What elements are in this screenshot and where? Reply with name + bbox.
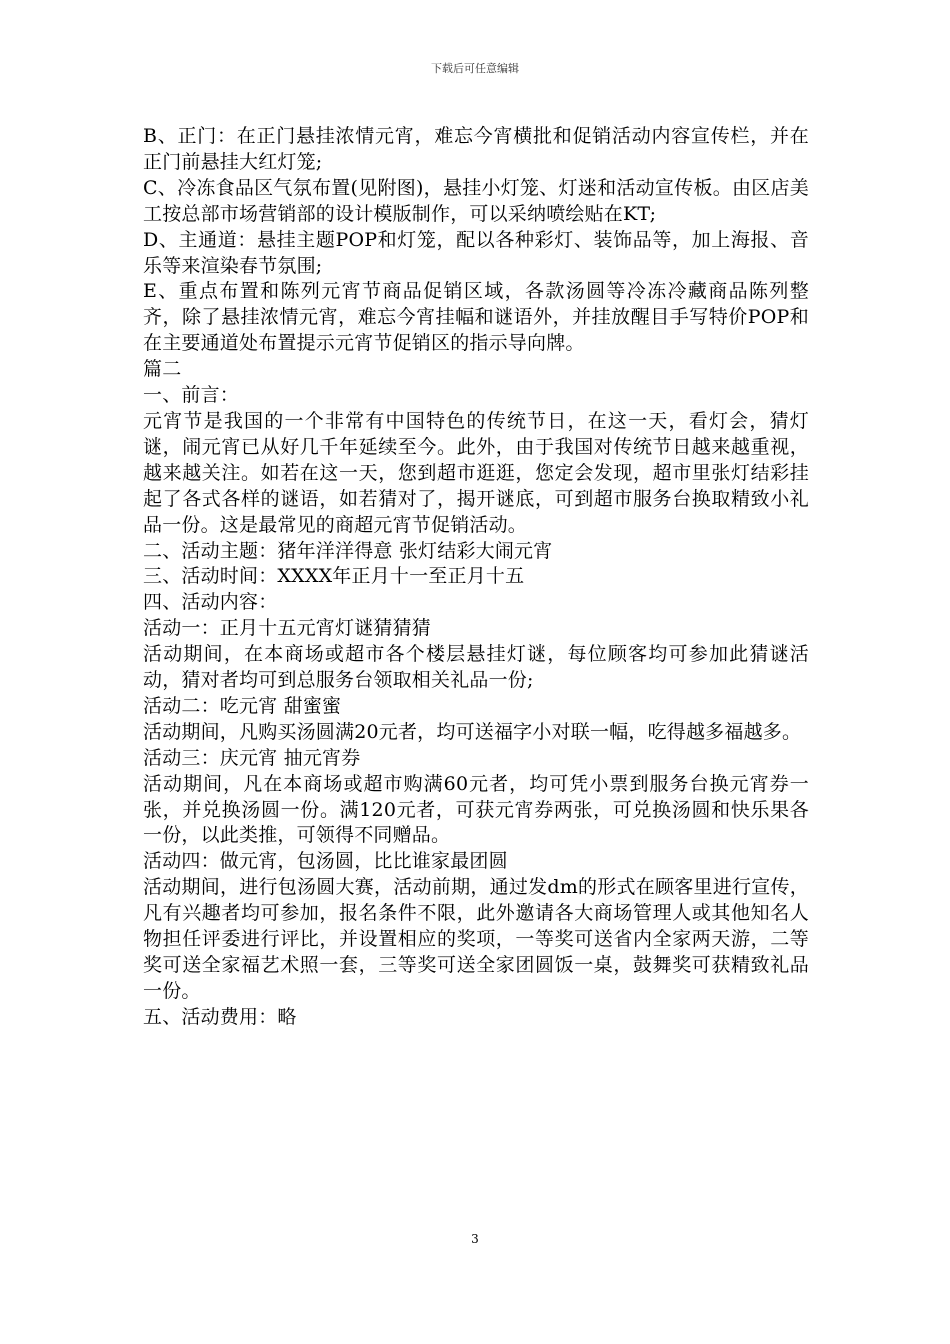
heading-preface: 一、前言： [143, 384, 240, 407]
page-number: 3 [471, 1232, 479, 1246]
activity-two-body: 活动期间，凡购买汤圆满20元者，均可送福字小对联一幅，吃得越多福越多。 [143, 720, 802, 743]
activity-four-title: 活动四：做元宵，包汤圆，比比谁家最团圆 [143, 850, 508, 873]
activity-one-title: 活动一：正月十五元宵灯谜猜猜猜 [143, 617, 432, 640]
activity-four-body: 活动期间，进行包汤圆大赛，活动前期，通过发dm的形式在顾客里进行宣传，凡有兴趣者均可参加，报名条件不限，此外邀请各大商场管理人或其他知名人物担任评委进行评比，并设置相应的奖项，一等奖可送省内全家两天游，二等奖可送全家福艺术照一套，三等奖可送全家团圆饭一桌，鼓舞奖可获精致礼品一份。 [143, 876, 809, 1002]
paragraph-c-frozen-area: C、冷冻食品区气氛布置(见附图)，悬挂小灯笼、灯迷和活动宣传板。由区店美工按总部市场营销部的设计模版制作，可以采纳喷绘贴在KT; [143, 176, 809, 225]
paragraph-e-promo-area: E、重点布置和陈列元宵节商品促销区域，各款汤圆等冷冻冷藏商品陈列整齐，除了悬挂浓情元宵，难忘今宵挂幅和谜语外，并挂放醒目手写特价POP和在主要通道处布置提示元宵节促销区的指示导向牌。 [143, 280, 809, 355]
activity-three-title: 活动三：庆元宵 抽元宵券 [143, 746, 361, 769]
paragraph-d-main-aisle: D、主通道：悬挂主题POP和灯笼，配以各种彩灯、装饰品等，加上海报、音乐等来渲染春节氛围; [143, 228, 809, 277]
activity-two-title: 活动二：吃元宵 甜蜜蜜 [143, 694, 342, 717]
section-heading-part-two: 篇二 [143, 358, 182, 381]
heading-activity-time: 三、活动时间：XXXX年正月十一至正月十五 [143, 565, 525, 588]
heading-activity-cost: 五、活动费用：略 [143, 1005, 297, 1028]
activity-one-body: 活动期间，在本商场或超市各个楼层悬挂灯谜，每位顾客均可参加此猜谜活动，猜对者均可到总服务台领取相关礼品一份; [143, 643, 809, 692]
paragraph-preface: 元宵节是我国的一个非常有中国特色的传统节日，在这一天，看灯会，猜灯谜，闹元宵已从好几千年延续至今。此外，由于我国对传统节日越来越重视，越来越关注。如若在这一天，您到超市逛逛，您定会发现，超市里张灯结彩挂起了各式各样的谜语，如若猜对了，揭开谜底，可到超市服务台换取精致小礼品一份。这是最常见的商超元宵节促销活动。 [143, 409, 809, 536]
document-body [143, 124, 809, 1031]
page-header: 下载后可任意编辑 [431, 62, 519, 75]
heading-activity-theme: 二、活动主题：猪年洋洋得意 张灯结彩大闹元宵 [143, 539, 553, 562]
heading-activity-content: 四、活动内容： [143, 591, 278, 614]
activity-three-body: 活动期间，凡在本商场或超市购满60元者，均可凭小票到服务台换元宵券一张，并兑换汤圆一份。满120元者，可获元宵券两张，可兑换汤圆和快乐果各一份，以此类推，可领得不同赠品。 [143, 772, 809, 847]
paragraph-b-main-gate: B、正门：在正门悬挂浓情元宵，难忘今宵横批和促销活动内容宣传栏，并在正门前悬挂大红灯笼; [143, 125, 809, 173]
